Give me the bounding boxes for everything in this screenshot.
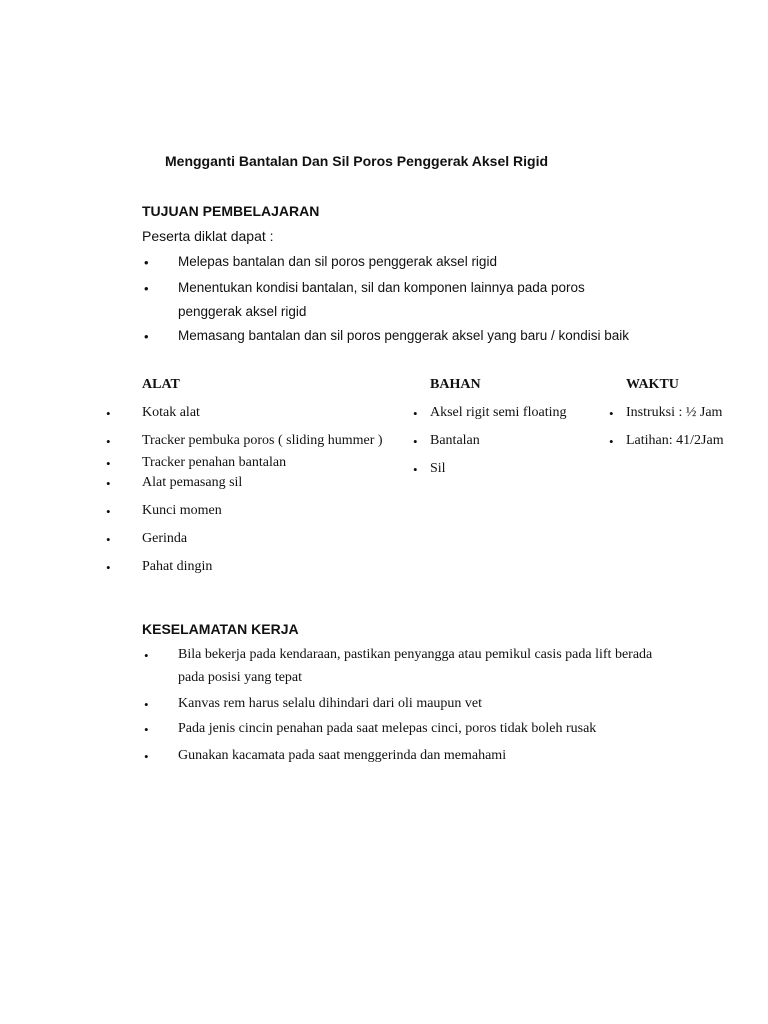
objective-item: penggerak aksel rigid: [178, 304, 307, 319]
bullet-icon: •: [106, 456, 111, 471]
bullet-icon: •: [413, 434, 418, 449]
tools-heading: ALAT: [142, 377, 180, 392]
bullet-icon: •: [106, 434, 111, 449]
objectives-heading: TUJUAN PEMBELAJARAN: [142, 203, 320, 219]
bullet-icon: •: [144, 749, 149, 764]
bullet-icon: •: [144, 255, 149, 270]
material-item: Aksel rigit semi floating: [430, 405, 567, 420]
objective-item: Melepas bantalan dan sil poros penggerak aksel rigid: [178, 254, 497, 269]
tool-item: Tracker pembuka poros ( sliding hummer ): [142, 433, 383, 448]
bullet-icon: •: [106, 560, 111, 575]
bullet-icon: •: [144, 281, 149, 296]
tool-item: Gerinda: [142, 531, 188, 546]
bullet-icon: •: [144, 722, 149, 737]
tool-item: Alat pemasang sil: [142, 475, 243, 490]
safety-heading: KESELAMATAN KERJA: [142, 621, 299, 637]
bullet-icon: •: [413, 462, 418, 477]
objective-item: Menentukan kondisi bantalan, sil dan komponen lainnya pada poros: [178, 280, 585, 295]
bullet-icon: •: [106, 532, 111, 547]
bullet-icon: •: [106, 406, 111, 421]
bullet-icon: •: [106, 504, 111, 519]
safety-item: Pada jenis cincin penahan pada saat melepas cinci, poros tidak boleh rusak: [178, 721, 597, 736]
time-item: Latihan: 41/2Jam: [626, 433, 724, 448]
safety-item: Bila bekerja pada kendaraan, pastikan penyangga atau pemikul casis pada lift berada: [178, 647, 653, 662]
tool-item: Pahat dingin: [142, 559, 213, 574]
tool-item: Tracker penahan bantalan: [142, 455, 287, 470]
bullet-icon: •: [609, 434, 614, 449]
bullet-icon: •: [413, 406, 418, 421]
bullet-icon: •: [106, 476, 111, 491]
objective-item: Memasang bantalan dan sil poros penggerak aksel yang baru / kondisi baik: [178, 328, 630, 343]
safety-item: pada posisi yang tepat: [178, 670, 303, 685]
bullet-icon: •: [144, 697, 149, 712]
tool-item: Kunci momen: [142, 503, 222, 518]
safety-item: Kanvas rem harus selalu dihindari dari oli maupun vet: [178, 696, 483, 711]
document-title: Mengganti Bantalan Dan Sil Poros Penggerak Aksel Rigid: [165, 153, 549, 169]
materials-heading: BAHAN: [430, 377, 481, 392]
objectives-intro: Peserta diklat dapat :: [142, 228, 274, 244]
bullet-icon: •: [144, 329, 149, 344]
bullet-icon: •: [609, 406, 614, 421]
bullet-icon: •: [144, 648, 149, 663]
safety-item: Gunakan kacamata pada saat menggerinda dan memahami: [178, 748, 507, 763]
time-heading: WAKTU: [626, 377, 679, 392]
tool-item: Kotak alat: [142, 405, 200, 420]
material-item: Bantalan: [430, 433, 480, 448]
time-item: Instruksi : ½ Jam: [626, 405, 723, 420]
material-item: Sil: [430, 461, 446, 476]
